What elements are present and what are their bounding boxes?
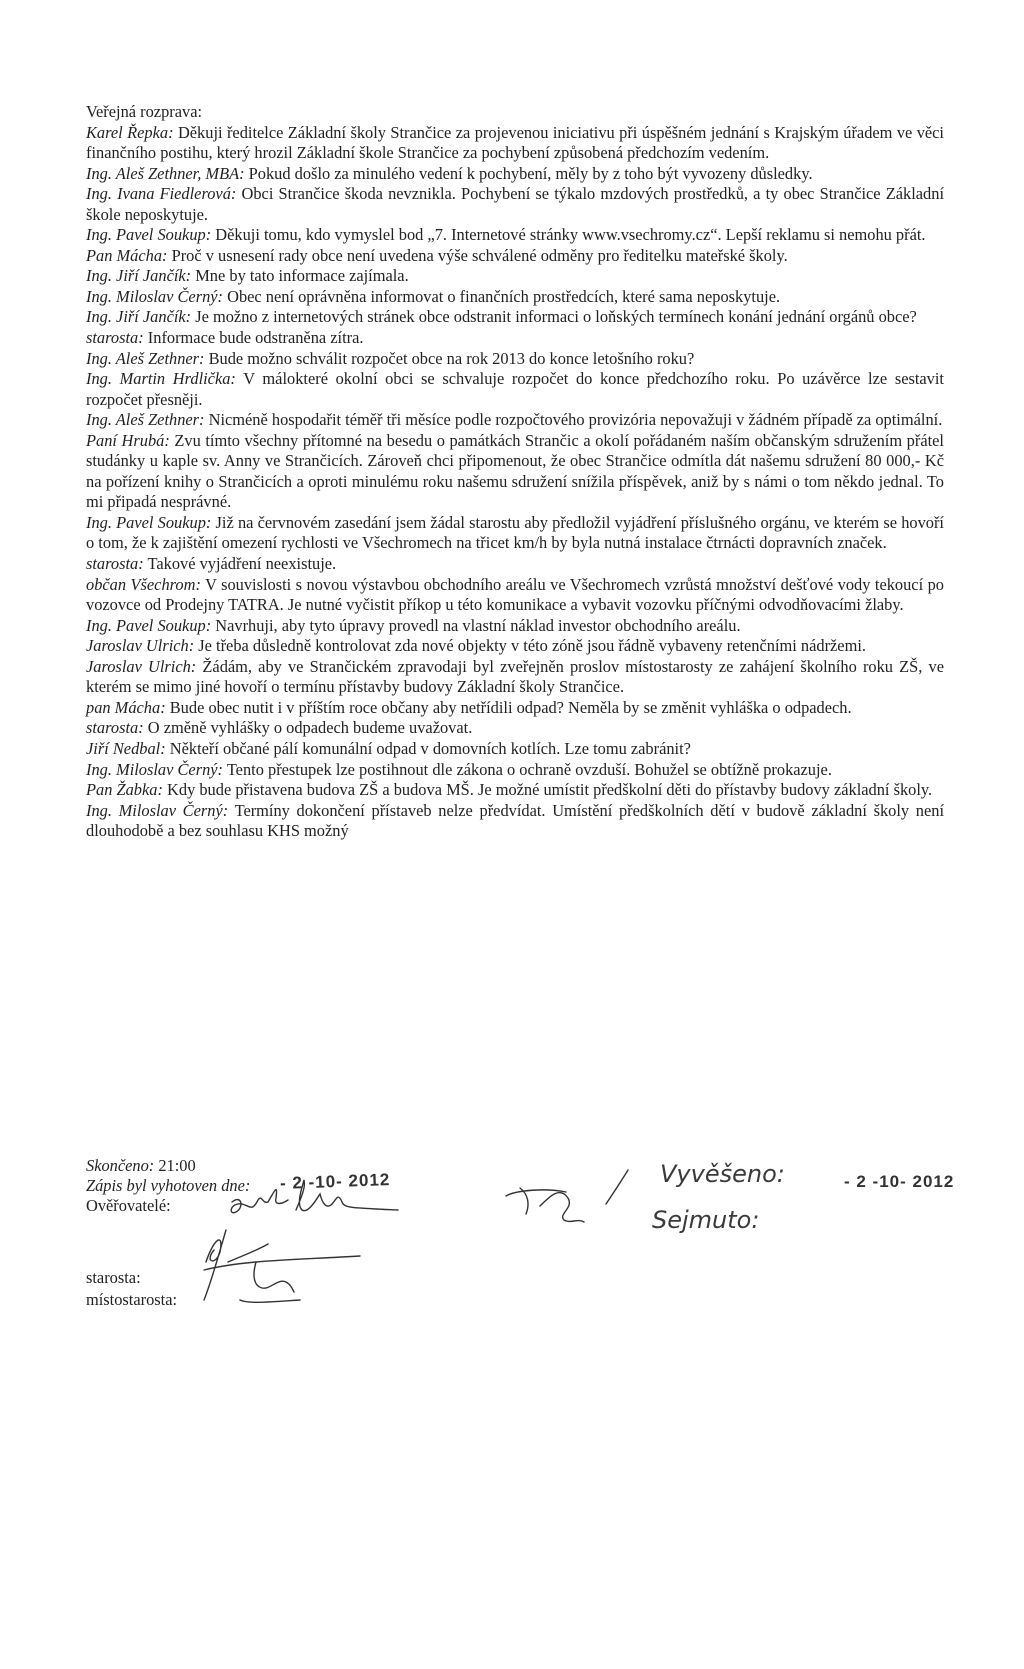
statement-text: Kdy bude přistavena budova ZŠ a budova MŠ. Je možné umístit předškolní děti do přístavby budovy základní školy.	[162, 780, 933, 800]
statement-text: Pokud došlo za minulého vedení k pochybení, měly by z toho být vyvozeny důsledky.	[244, 163, 813, 183]
deputy-label: místostarosta:	[86, 1290, 178, 1309]
speaker-name: Jaroslav Ulrich:	[86, 656, 197, 676]
statement-text: Obec není oprávněna informovat o finančních prostředcích, které sama neposkytuje.	[223, 286, 781, 306]
signature-verifier-1	[231, 1190, 288, 1213]
speaker-name: Ing. Pavel Soukup:	[86, 512, 212, 532]
speaker-name: Ing. Miloslav Černý:	[86, 759, 224, 779]
statement-text: V málokteré okolní obci se schvaluje rozpočet do konce předchozího roku. Po uzávěrce lze sestavit rozpočet přesněji.	[86, 369, 944, 409]
signature-verifier-2	[296, 1180, 398, 1211]
handwritten-removed-note: Sejmuto:	[652, 1206, 760, 1234]
statement-text: Takové vyjádření neexistuje.	[143, 554, 337, 574]
written-label: Zápis byl vyhotoven dne:	[86, 1176, 251, 1195]
speaker-name: Ing. Aleš Zethner:	[86, 348, 205, 368]
posted-date-stamp: - 2 -10- 2012	[844, 1172, 955, 1191]
written-date-stamp: - 2 -10- 2012	[279, 1170, 391, 1193]
statement-text: Žádám, aby ve Strančickém zpravodaji byl zveřejněn proslov místostarosty ze zahájení školního roku ZŠ, ve kterém se mimo jiné hovoří o termínu přístavby budovy Základní školy Strančice.	[86, 656, 944, 697]
statement-text: Je třeba důsledně kontrolovat zda nové objekty v této zóně jsou řádně vybaveny retenčními nádržemi.	[194, 636, 866, 656]
signature-verifier-3	[506, 1188, 584, 1222]
statement-text: Informace bude odstraněna zítra.	[143, 328, 364, 348]
statement-text: Navrhuji, aby tyto úpravy provedl na vlastní náklad investor obchodního areálu.	[211, 615, 741, 635]
speaker-name: Ing. Jiří Jančík:	[86, 266, 192, 286]
statement-text: Termíny dokončení přístaveb nelze předvídat. Umístění předškolních dětí v budově základní školy není dlouhodobě a bez souhlasu KHS možný	[86, 800, 944, 841]
speaker-name: pan Mácha:	[86, 697, 166, 717]
statement-text: Nicméně hospodařit téměř tři měsíce podle rozpočtového provizória nepovažuji v žádném případě za optimální.	[204, 410, 943, 430]
speaker-name: starosta:	[86, 554, 144, 574]
signature-mayor	[204, 1230, 360, 1300]
speaker-name: Ing. Pavel Soukup:	[86, 615, 212, 635]
signature-deputy	[240, 1262, 300, 1302]
ended-label: Skončeno:	[86, 1156, 155, 1175]
statement-text: Mne by tato informace zajímala.	[191, 266, 409, 286]
statement-text: Již na červnovém zasedání jsem žádal starostu aby předložil vyjádření příslušného orgánu, ve kterém se hovoří o tom, že k zajištění omezení rychlosti ve Všechromech na třicet km/h by byla nutná instalace čtrnácti dopravních značek.	[86, 512, 944, 553]
speaker-name: starosta:	[86, 718, 144, 738]
statement-text: V souvislosti s novou výstavbou obchodního areálu ve Všechromech vzrůstá množství dešťové vody tekoucí po vozovce od Prodejny TATRA. Je nutné vyčistit příkop u této komunikace a vybavit vozovku příčnými odvodňovacími žlaby.	[86, 574, 944, 615]
statement-text: Tento přestupek lze postihnout dle zákona o ochraně ovzduší. Bohužel se obtížně prokazuje.	[223, 759, 832, 779]
section-heading: Veřejná rozprava:	[86, 102, 203, 121]
speaker-name: Ing. Jiří Jančík:	[86, 307, 192, 327]
statement-text: Děkuji ředitelce Základní školy Strančice za projevenou iniciativu při úspěšném jednání s Krajským úřadem ve věci finančního postihu, který hrozil Základní škole Strančice za pochybení způsobená předchozím vedením.	[86, 122, 944, 163]
mayor-label: starosta:	[86, 1268, 141, 1287]
statement-text: Děkuji tomu, kdo vymyslel bod „7. Internetové stránky www.vsechromy.cz“. Lepší reklamu si nemohu přát.	[211, 225, 926, 245]
speaker-name: starosta:	[86, 328, 144, 348]
speaker-name: Ing. Aleš Zethner:	[86, 410, 205, 430]
signature-slash	[606, 1170, 628, 1204]
statement-text: Bude obec nutit i v příštím roce občany aby netřídili odpad? Neměla by se změnit vyhláška o odpadech.	[165, 697, 852, 717]
speaker-name: Pan Mácha:	[86, 245, 168, 265]
statement-text: O změně vyhlášky o odpadech budeme uvažovat.	[143, 718, 473, 738]
statement-text: Proč v usnesení rady obce není uvedena výše schválené odměny pro ředitelku mateřské školy.	[167, 245, 788, 265]
verifiers-label: Ověřovatelé:	[86, 1196, 171, 1215]
handwritten-posted-note: Vyvěšeno:	[660, 1160, 785, 1188]
speaker-name: Ing. Ivana Fiedlerová:	[86, 184, 237, 204]
speaker-name: Pan Žabka:	[86, 780, 163, 800]
statement-text: Zvu tímto všechny přítomné na besedu o památkách Strančic a okolí pořádaném naším občanským sdružením přátel studánky u kaple sv. Anny ve Strančicích. Zároveň chci připomenout, že obec Strančice odmítla dát našemu sdružení 80 000,- Kč na pořízení knihy o Strančicích a oproti minulému roku našemu sdružení snížila příspěvek, aniž by s námi o tom někdo jednal. To mi připadá nesprávné.	[86, 430, 944, 512]
speaker-name: Ing. Pavel Soukup:	[86, 225, 212, 245]
speaker-name: Ing. Martin Hrdlička:	[86, 369, 236, 389]
statement-text: Bude možno schválit rozpočet obce na rok 2013 do konce letošního roku?	[204, 348, 695, 368]
ended-time: 21:00	[154, 1156, 196, 1175]
speaker-name: Karel Řepka:	[86, 122, 174, 142]
speaker-name: Jiří Nedbal:	[86, 738, 166, 758]
speaker-name: Ing. Miloslav Černý:	[86, 800, 229, 820]
statement-text: Je možno z internetových stránek obce odstranit informaci o loňských termínech konání jednání orgánů obce?	[191, 307, 917, 327]
speaker-name: Ing. Miloslav Černý:	[86, 286, 224, 306]
statement-text: Obci Strančice škoda nevznikla. Pochybení se týkalo mzdových prostředků, a ty obec Strančice Základní škole neposkytuje.	[86, 184, 944, 224]
speaker-name: občan Všechrom:	[86, 574, 201, 594]
speaker-name: Ing. Aleš Zethner, MBA:	[86, 163, 245, 183]
speaker-name: Paní Hrubá:	[86, 430, 170, 450]
speaker-name: Jaroslav Ulrich:	[86, 636, 195, 656]
statement-text: Někteří občané pálí komunální odpad v domovních kotlích. Lze tomu zabránit?	[165, 738, 691, 758]
